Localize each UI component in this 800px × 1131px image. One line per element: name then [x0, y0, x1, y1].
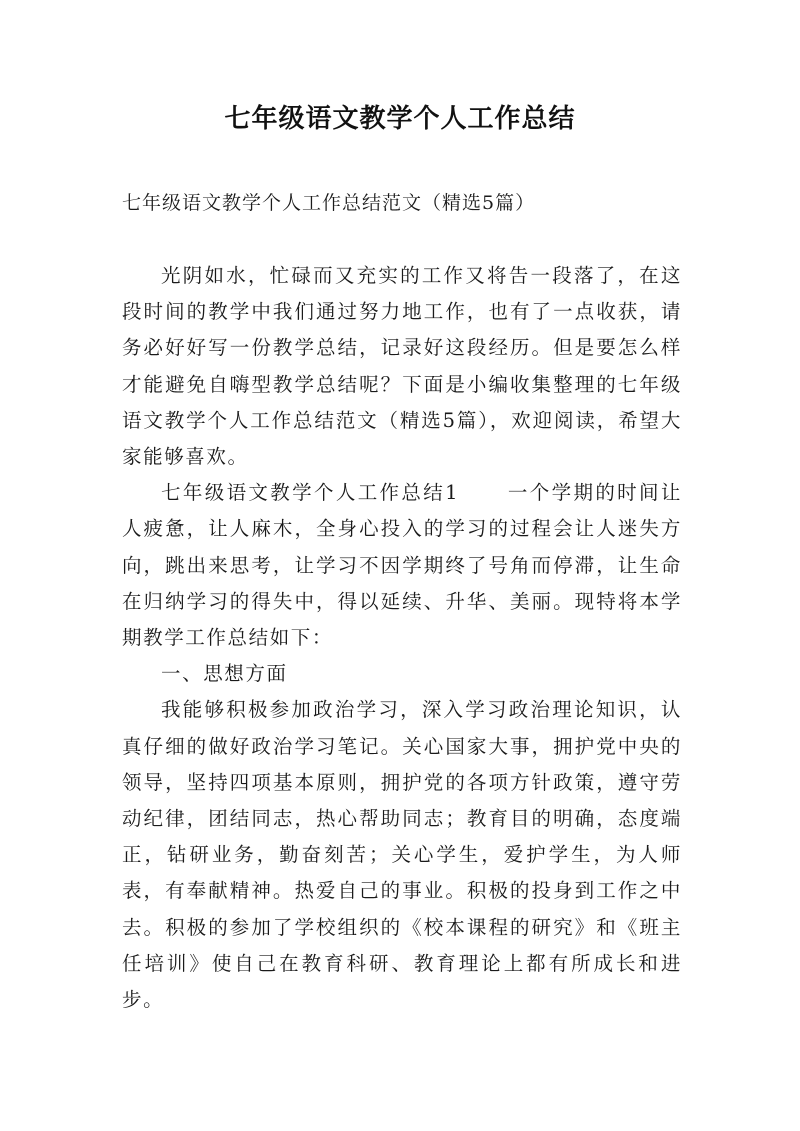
article-1-paragraph [122, 475, 682, 656]
document-body [122, 258, 682, 1018]
intro-paragraph: 光阴如水，忙碌而又充实的工作又将告一段落了，在这段时间的教学中我们通过努力地工作，也有了一点收获，请务必好好写一份教学总结，记录好这段经历。但是要怎么样才能避免自嗨型教学总结呢？下面是小编收集整理的七年级语文教学个人工作总结范文（精选5篇），欢迎阅读，希望大家能够喜欢。 [122, 264, 682, 469]
section-1-heading: 一、思想方面 [161, 662, 288, 686]
document-subtitle: 七年级语文教学个人工作总结范文（精选5篇） [122, 192, 536, 214]
article-1-heading: 七年级语文教学个人工作总结1 [161, 481, 460, 505]
section-1-paragraph: 我能够积极参加政治学习，深入学习政治理论知识，认真仔细的做好政治学习笔记。关心国家大事，拥护党中央的领导，坚持四项基本原则，拥护党的各项方针政策，遵守劳动纪律，团结同志，热心帮助同志；教育目的明确，态度端正，钻研业务，勤奋刻苦；关心学生，爱护学生，为人师表，有奉献精神。热爱自己的事业。积极的投身到工作之中去。积极的参加了学校组织的《校本课程的研究》和《班主任培训》使自己在教育科研、教育理论上都有所成长和进步。 [122, 698, 682, 1012]
article-1-body: 一个学期的时间让人疲惫，让人麻木，全身心投入的学习的过程会让人迷失方向，跳出来思考，让学习不因学期终了号角而停滞，让生命在归纳学习的得失中，得以延续、升华、美丽。现特将本学期教学工作总结如下： [122, 481, 682, 650]
document-title: 七年级语文教学个人工作总结 [224, 104, 576, 134]
